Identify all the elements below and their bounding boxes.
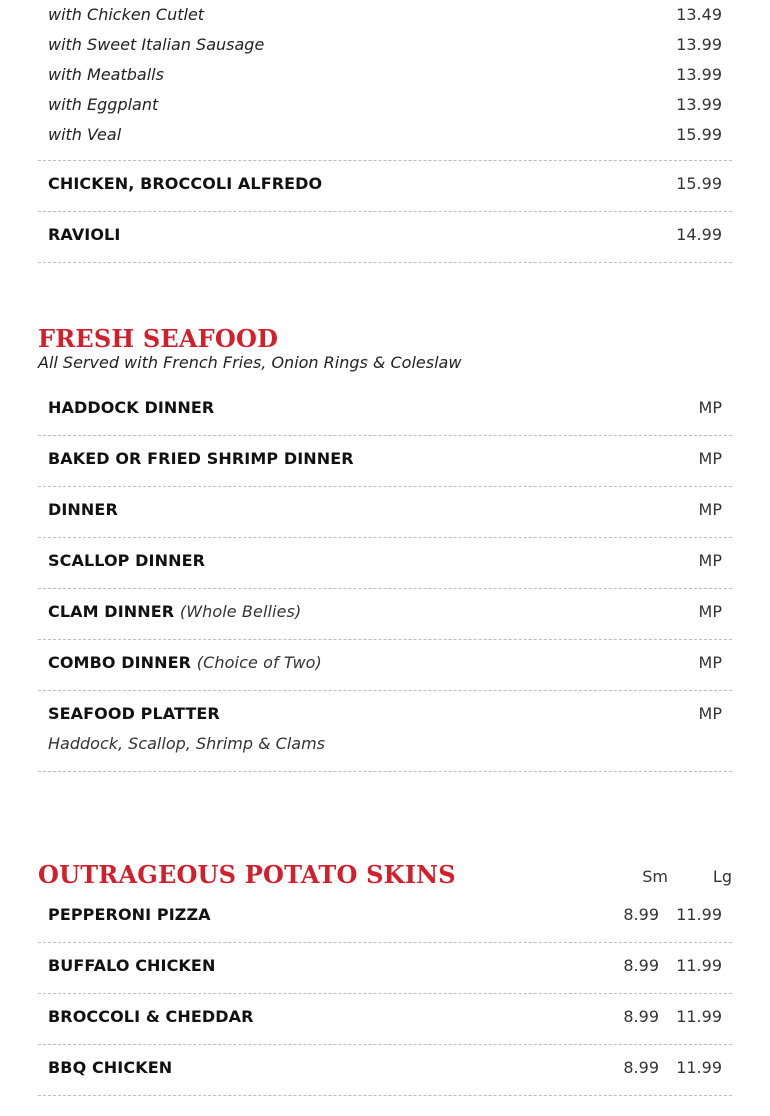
menu-item-name <box>48 398 214 417</box>
menu-item-name: PEPPERONI PIZZA <box>48 905 211 924</box>
menu-item-name <box>48 653 322 672</box>
menu-item-name: RAVIOLI <box>48 225 121 244</box>
menu-item-name-text: DINNER <box>48 500 118 519</box>
menu-item-price-large: 11.99 <box>676 1007 722 1026</box>
section-subtitle: All Served with French Fries, Onion Rings & Coleslaw <box>38 353 462 372</box>
menu-item <box>38 892 732 943</box>
menu-item-name: BUFFALO CHICKEN <box>48 956 216 975</box>
menu-item <box>38 212 732 263</box>
menu-item <box>38 385 732 436</box>
menu-item-name-text: SEAFOOD PLATTER <box>48 704 220 723</box>
menu-item-price-large: 11.99 <box>676 1058 722 1077</box>
size-column-small: Sm <box>642 867 668 886</box>
potato-skins-section-header <box>38 860 732 894</box>
menu-item-price: MP <box>698 653 722 672</box>
menu-item <box>38 1045 732 1096</box>
menu-item <box>38 589 732 640</box>
menu-item-price: 14.99 <box>676 225 722 244</box>
size-column-large: Lg <box>712 867 732 886</box>
menu-item-name <box>48 449 354 468</box>
menu-item-note: (Whole Bellies) <box>179 602 302 621</box>
menu-item <box>38 994 732 1045</box>
menu-item-name <box>48 602 301 621</box>
pasta-option-label: with Sweet Italian Sausage <box>48 35 265 54</box>
pasta-option-label: with Eggplant <box>48 95 159 114</box>
pasta-options-list <box>38 0 732 161</box>
pasta-option-price: 13.99 <box>676 65 722 84</box>
menu-item-name-text: SCALLOP DINNER <box>48 551 206 570</box>
pasta-option-label: with Veal <box>48 125 122 144</box>
pasta-option-label: with Meatballs <box>48 65 164 84</box>
menu-item-price-small: 8.99 <box>623 1007 659 1026</box>
menu-item-price-large: 11.99 <box>676 905 722 924</box>
pasta-option-price: 13.99 <box>676 95 722 114</box>
menu-item <box>38 943 732 994</box>
pasta-option-row <box>38 30 732 60</box>
menu-item <box>38 487 732 538</box>
pasta-option-row <box>38 90 732 120</box>
section-title: FRESH SEAFOOD <box>38 324 279 353</box>
seafood-items-list <box>38 385 732 772</box>
menu-item-name <box>48 500 118 519</box>
menu-item-price: MP <box>698 500 722 519</box>
menu-item-name: BBQ CHICKEN <box>48 1058 173 1077</box>
pasta-option-row <box>38 0 732 30</box>
menu-item-name-text: HADDOCK DINNER <box>48 398 215 417</box>
menu-item <box>38 691 732 772</box>
pasta-option-price: 13.99 <box>676 35 722 54</box>
menu-item <box>38 161 732 212</box>
menu-item-name-text: COMBO DINNER <box>48 653 192 672</box>
menu-item-price-large: 11.99 <box>676 956 722 975</box>
seafood-section-header <box>38 324 732 372</box>
menu-item-name: BROCCOLI & CHEDDAR <box>48 1007 254 1026</box>
menu-item-name <box>48 551 205 570</box>
menu-item-description: Haddock, Scallop, Shrimp & Clams <box>48 734 325 753</box>
menu-item-name-text: BAKED OR FRIED SHRIMP DINNER <box>48 449 354 468</box>
section-title: OUTRAGEOUS POTATO SKINS <box>38 860 456 889</box>
pasta-option-label: with Chicken Cutlet <box>48 5 205 24</box>
menu-item-note: (Choice of Two) <box>196 653 322 672</box>
menu-item-price: MP <box>698 449 722 468</box>
menu-item-price: MP <box>698 398 722 417</box>
pasta-section-continued <box>38 0 732 263</box>
pasta-option-row <box>38 60 732 90</box>
pasta-option-price: 15.99 <box>676 125 722 144</box>
potato-skins-items-list <box>38 892 732 1096</box>
menu-item-name: CHICKEN, BROCCOLI ALFREDO <box>48 174 323 193</box>
menu-item-price-small: 8.99 <box>623 1058 659 1077</box>
menu-item-price-small: 8.99 <box>623 905 659 924</box>
menu-item-price: MP <box>698 602 722 621</box>
menu-item-price: 15.99 <box>676 174 722 193</box>
menu-item <box>38 640 732 691</box>
menu-item-name-text: CLAM DINNER <box>48 602 175 621</box>
menu-item-price: MP <box>698 704 722 723</box>
menu-item <box>38 436 732 487</box>
pasta-option-row <box>38 120 732 150</box>
menu-item-price: MP <box>698 551 722 570</box>
menu-item-name <box>48 704 220 723</box>
menu-item <box>38 538 732 589</box>
menu-item-price-small: 8.99 <box>623 956 659 975</box>
pasta-option-price: 13.49 <box>676 5 722 24</box>
